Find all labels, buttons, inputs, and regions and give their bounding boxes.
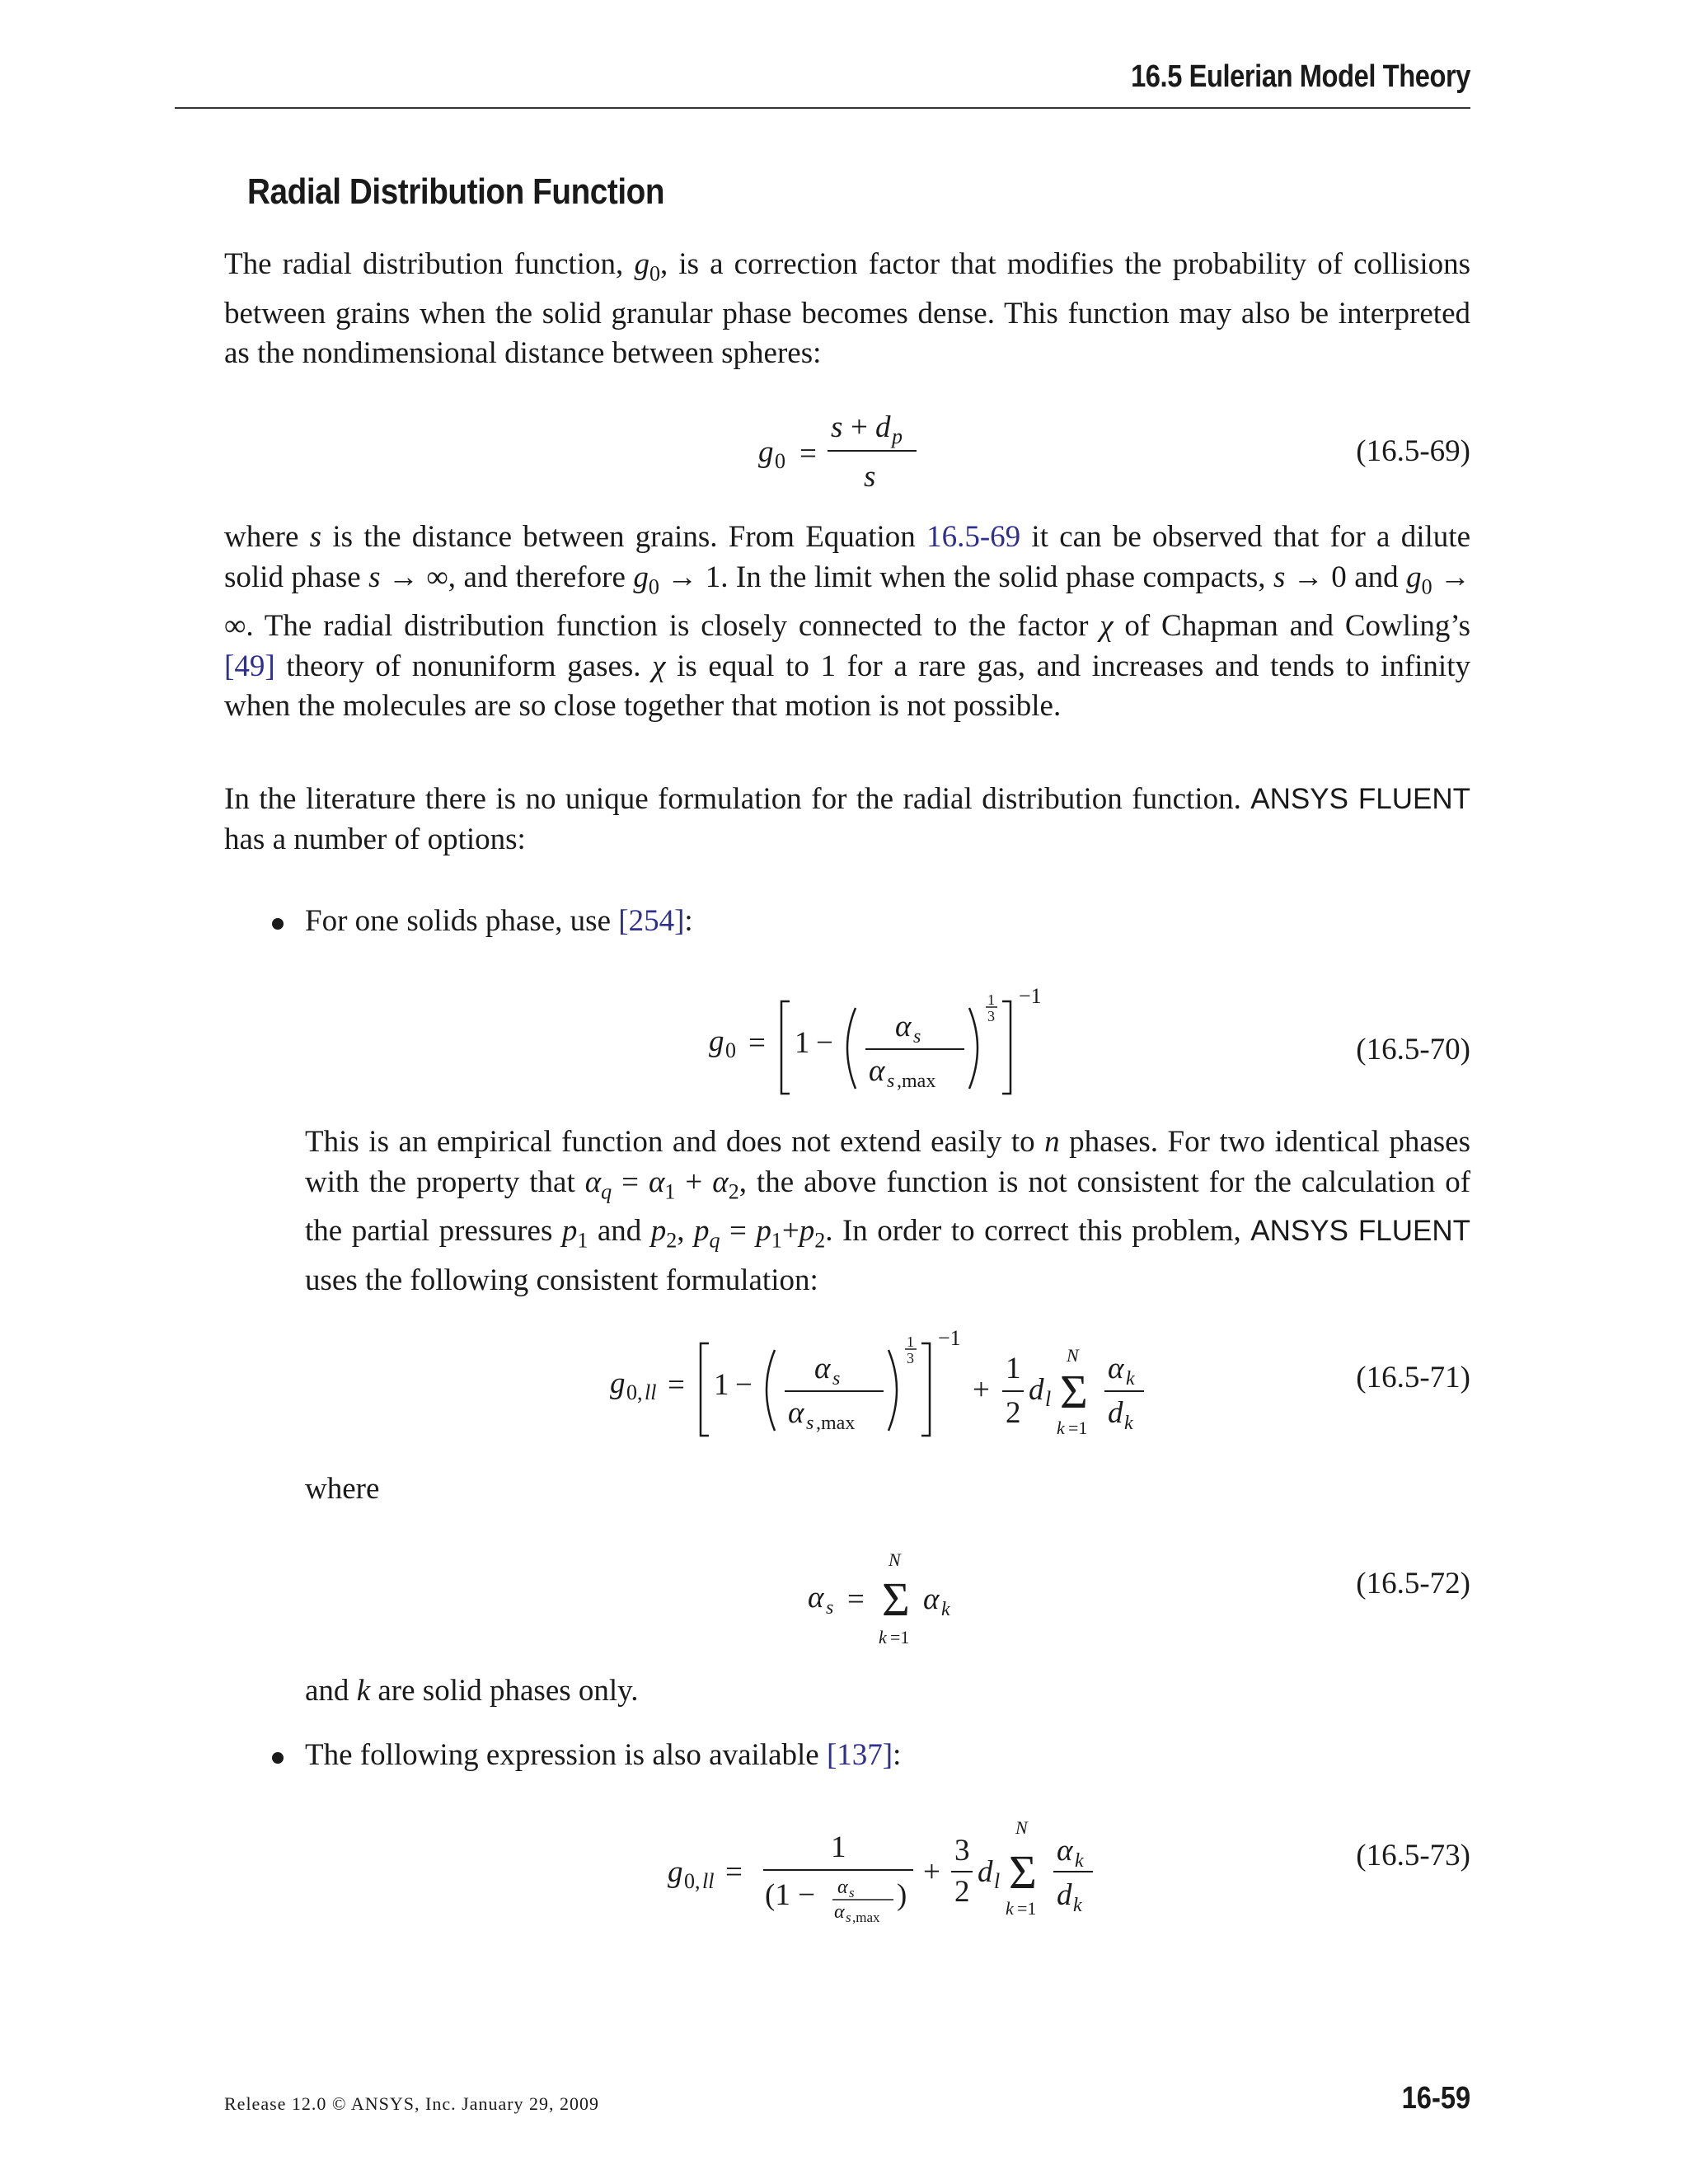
literature-paragraph: In the literature there is no unique formulation for the radial distribution function. ANSYS FLUENT has a number of options:: [224, 782, 1471, 856]
svg-text:=: =: [725, 1855, 743, 1889]
svg-text:d: d: [1057, 1878, 1072, 1912]
svg-text:3: 3: [954, 1834, 970, 1868]
svg-text:Σ: Σ: [882, 1572, 910, 1626]
svg-text:0: 0: [775, 449, 785, 473]
svg-text:N: N: [889, 1549, 901, 1570]
svg-text:g: g: [668, 1855, 683, 1889]
equation-16-5-72: [791, 1541, 989, 1657]
svg-text:=1: =1: [890, 1627, 910, 1647]
svg-text:d: d: [1108, 1396, 1123, 1430]
svg-text:=: =: [748, 1026, 766, 1060]
svg-text:=1: =1: [1068, 1418, 1088, 1438]
running-header: 16.5 Eulerian Model Theory: [1131, 59, 1470, 94]
svg-text:d: d: [978, 1855, 993, 1889]
svg-text:(1 −: (1 −: [765, 1878, 815, 1912]
svg-text:l: l: [1045, 1387, 1052, 1411]
svg-text:1: 1: [907, 1333, 914, 1350]
svg-text:α: α: [834, 1901, 845, 1923]
header-rule: [175, 107, 1470, 109]
footer-release: Release 12.0 © ANSYS, Inc. January 29, 2009: [224, 2093, 600, 2114]
svg-text:s: s: [832, 1368, 841, 1390]
equation-link[interactable]: 16.5-69: [926, 520, 1021, 554]
intro-paragraph: The radial distribution function, $g_0$, is a correction factor that modifies the probability of collisions between grains when the solid granular phase becomes dense. This function may also be interpreted as the nondimensional distance between spheres:: [224, 247, 1470, 371]
svg-text:α: α: [895, 1010, 912, 1043]
svg-text:+: +: [851, 410, 868, 444]
svg-text:2: 2: [954, 1875, 970, 1909]
svg-text:s: s: [826, 1597, 834, 1619]
reference-link[interactable]: [254]: [618, 904, 685, 938]
svg-text:+: +: [973, 1373, 990, 1407]
bullet-icon: [272, 918, 284, 930]
svg-text:3: 3: [907, 1350, 914, 1366]
equation-number: (16.5-73): [1356, 1839, 1470, 1872]
svg-text:α: α: [808, 1581, 824, 1615]
svg-text:1: 1: [987, 991, 995, 1008]
svg-text:,max: ,max: [816, 1413, 856, 1434]
svg-text:p: p: [892, 424, 903, 448]
svg-text:k: k: [879, 1627, 887, 1647]
svg-text:=: =: [668, 1368, 685, 1402]
equation-16-5-69: [742, 404, 956, 503]
svg-text:N: N: [1015, 1817, 1028, 1838]
svg-text:2: 2: [1006, 1396, 1021, 1430]
svg-text:s: s: [849, 1885, 855, 1900]
svg-text:g: g: [709, 1024, 724, 1058]
svg-text:N: N: [1067, 1345, 1079, 1366]
svg-text:s: s: [831, 410, 843, 444]
reference-link[interactable]: [49]: [224, 649, 275, 683]
empirical-paragraph: This is an empirical function and does not extend easily to n phases. For two identical phases with the property that $\alpha_q = \alpha_1 + \alpha_2$, the above function is not consistent for the calculation of the partial pressures $p_1$ and $p_2$, $p_q = p_1+p_2$. In order to correct this problem, ANSYS FLUENT uses the following consistent formulation:: [305, 1125, 1471, 1298]
equation-16-5-71: [593, 1319, 1187, 1459]
svg-text:−1: −1: [1019, 984, 1042, 1008]
equation-16-5-70: [692, 977, 1071, 1108]
svg-text:l: l: [994, 1869, 1001, 1893]
svg-text:s: s: [887, 1071, 895, 1092]
svg-text:1: 1: [714, 1368, 729, 1402]
svg-text:α: α: [923, 1582, 940, 1616]
svg-text:Σ: Σ: [1060, 1365, 1088, 1418]
svg-text:,max: ,max: [852, 1910, 880, 1925]
and-k-paragraph: and k are solid phases only.: [305, 1674, 639, 1708]
svg-text:3: 3: [987, 1008, 995, 1024]
equation-16-5-73: [651, 1809, 1113, 1933]
where-label: where: [305, 1472, 380, 1506]
svg-text:1: 1: [795, 1026, 810, 1060]
svg-text:s: s: [806, 1413, 814, 1434]
svg-text:0: 0: [725, 1038, 736, 1062]
svg-text:+: +: [923, 1855, 940, 1889]
svg-text:α: α: [1057, 1834, 1073, 1868]
page-number: 16-59: [1401, 2081, 1470, 2116]
svg-text:α: α: [788, 1396, 804, 1430]
svg-text:d: d: [1029, 1373, 1044, 1407]
where-s-paragraph: where s is the distance between grains. From Equation 16.5-69 it can be observed that for a dilute solid phase s → ∞, and therefore $g_0 \to 1$. In the limit when the solid phase compacts, s → 0 and $g_0$ → ∞. The radial distribution function is closely connected to the factor χ of Chapman and Cowling’s [49] theory of nonuniform gases. χ is equal to 1 for a rare gas, and increases and tends to infinity when the molecules are so close together that motion is not possible.: [224, 520, 1471, 724]
svg-text:k: k: [1057, 1418, 1065, 1438]
equation-number: (16.5-72): [1356, 1567, 1470, 1601]
svg-text:=: =: [799, 437, 817, 471]
svg-text:−1: −1: [938, 1326, 961, 1350]
svg-text:,max: ,max: [897, 1071, 936, 1092]
svg-text:0,: 0,: [626, 1380, 643, 1404]
svg-text:d: d: [875, 410, 891, 444]
svg-text:k: k: [1075, 1850, 1084, 1872]
svg-text:α: α: [837, 1877, 848, 1898]
equation-number: (16.5-69): [1356, 434, 1470, 468]
bullet-icon: [272, 1752, 284, 1764]
svg-text:=1: =1: [1017, 1898, 1037, 1919]
svg-text:k: k: [1006, 1898, 1014, 1919]
svg-text:s: s: [913, 1026, 921, 1047]
equation-number: (16.5-70): [1356, 1033, 1470, 1066]
svg-text:g: g: [758, 435, 774, 469]
svg-text:s: s: [864, 460, 876, 494]
equation-number: (16.5-71): [1356, 1361, 1470, 1394]
svg-text:k: k: [1124, 1413, 1133, 1434]
svg-text:s: s: [846, 1910, 851, 1925]
svg-text:k: k: [1073, 1895, 1082, 1916]
svg-text:ll: ll: [702, 1869, 715, 1893]
svg-text:=: =: [847, 1582, 865, 1616]
svg-text:−: −: [735, 1368, 753, 1402]
svg-text:Σ: Σ: [1009, 1845, 1037, 1899]
svg-text:α: α: [869, 1054, 885, 1088]
svg-text:k: k: [1126, 1368, 1135, 1390]
svg-text:ll: ll: [645, 1380, 657, 1404]
svg-text:k: k: [941, 1599, 950, 1620]
reference-link[interactable]: [137]: [826, 1738, 893, 1772]
svg-text:α: α: [814, 1352, 831, 1385]
svg-text:1: 1: [1006, 1352, 1021, 1385]
svg-text:1: 1: [831, 1830, 846, 1864]
svg-text:): ): [897, 1878, 907, 1912]
section-title: Radial Distribution Function: [247, 171, 665, 212]
svg-text:0,: 0,: [684, 1869, 701, 1893]
svg-text:−: −: [816, 1026, 833, 1060]
svg-text:α: α: [1108, 1352, 1124, 1385]
svg-text:g: g: [610, 1366, 626, 1400]
